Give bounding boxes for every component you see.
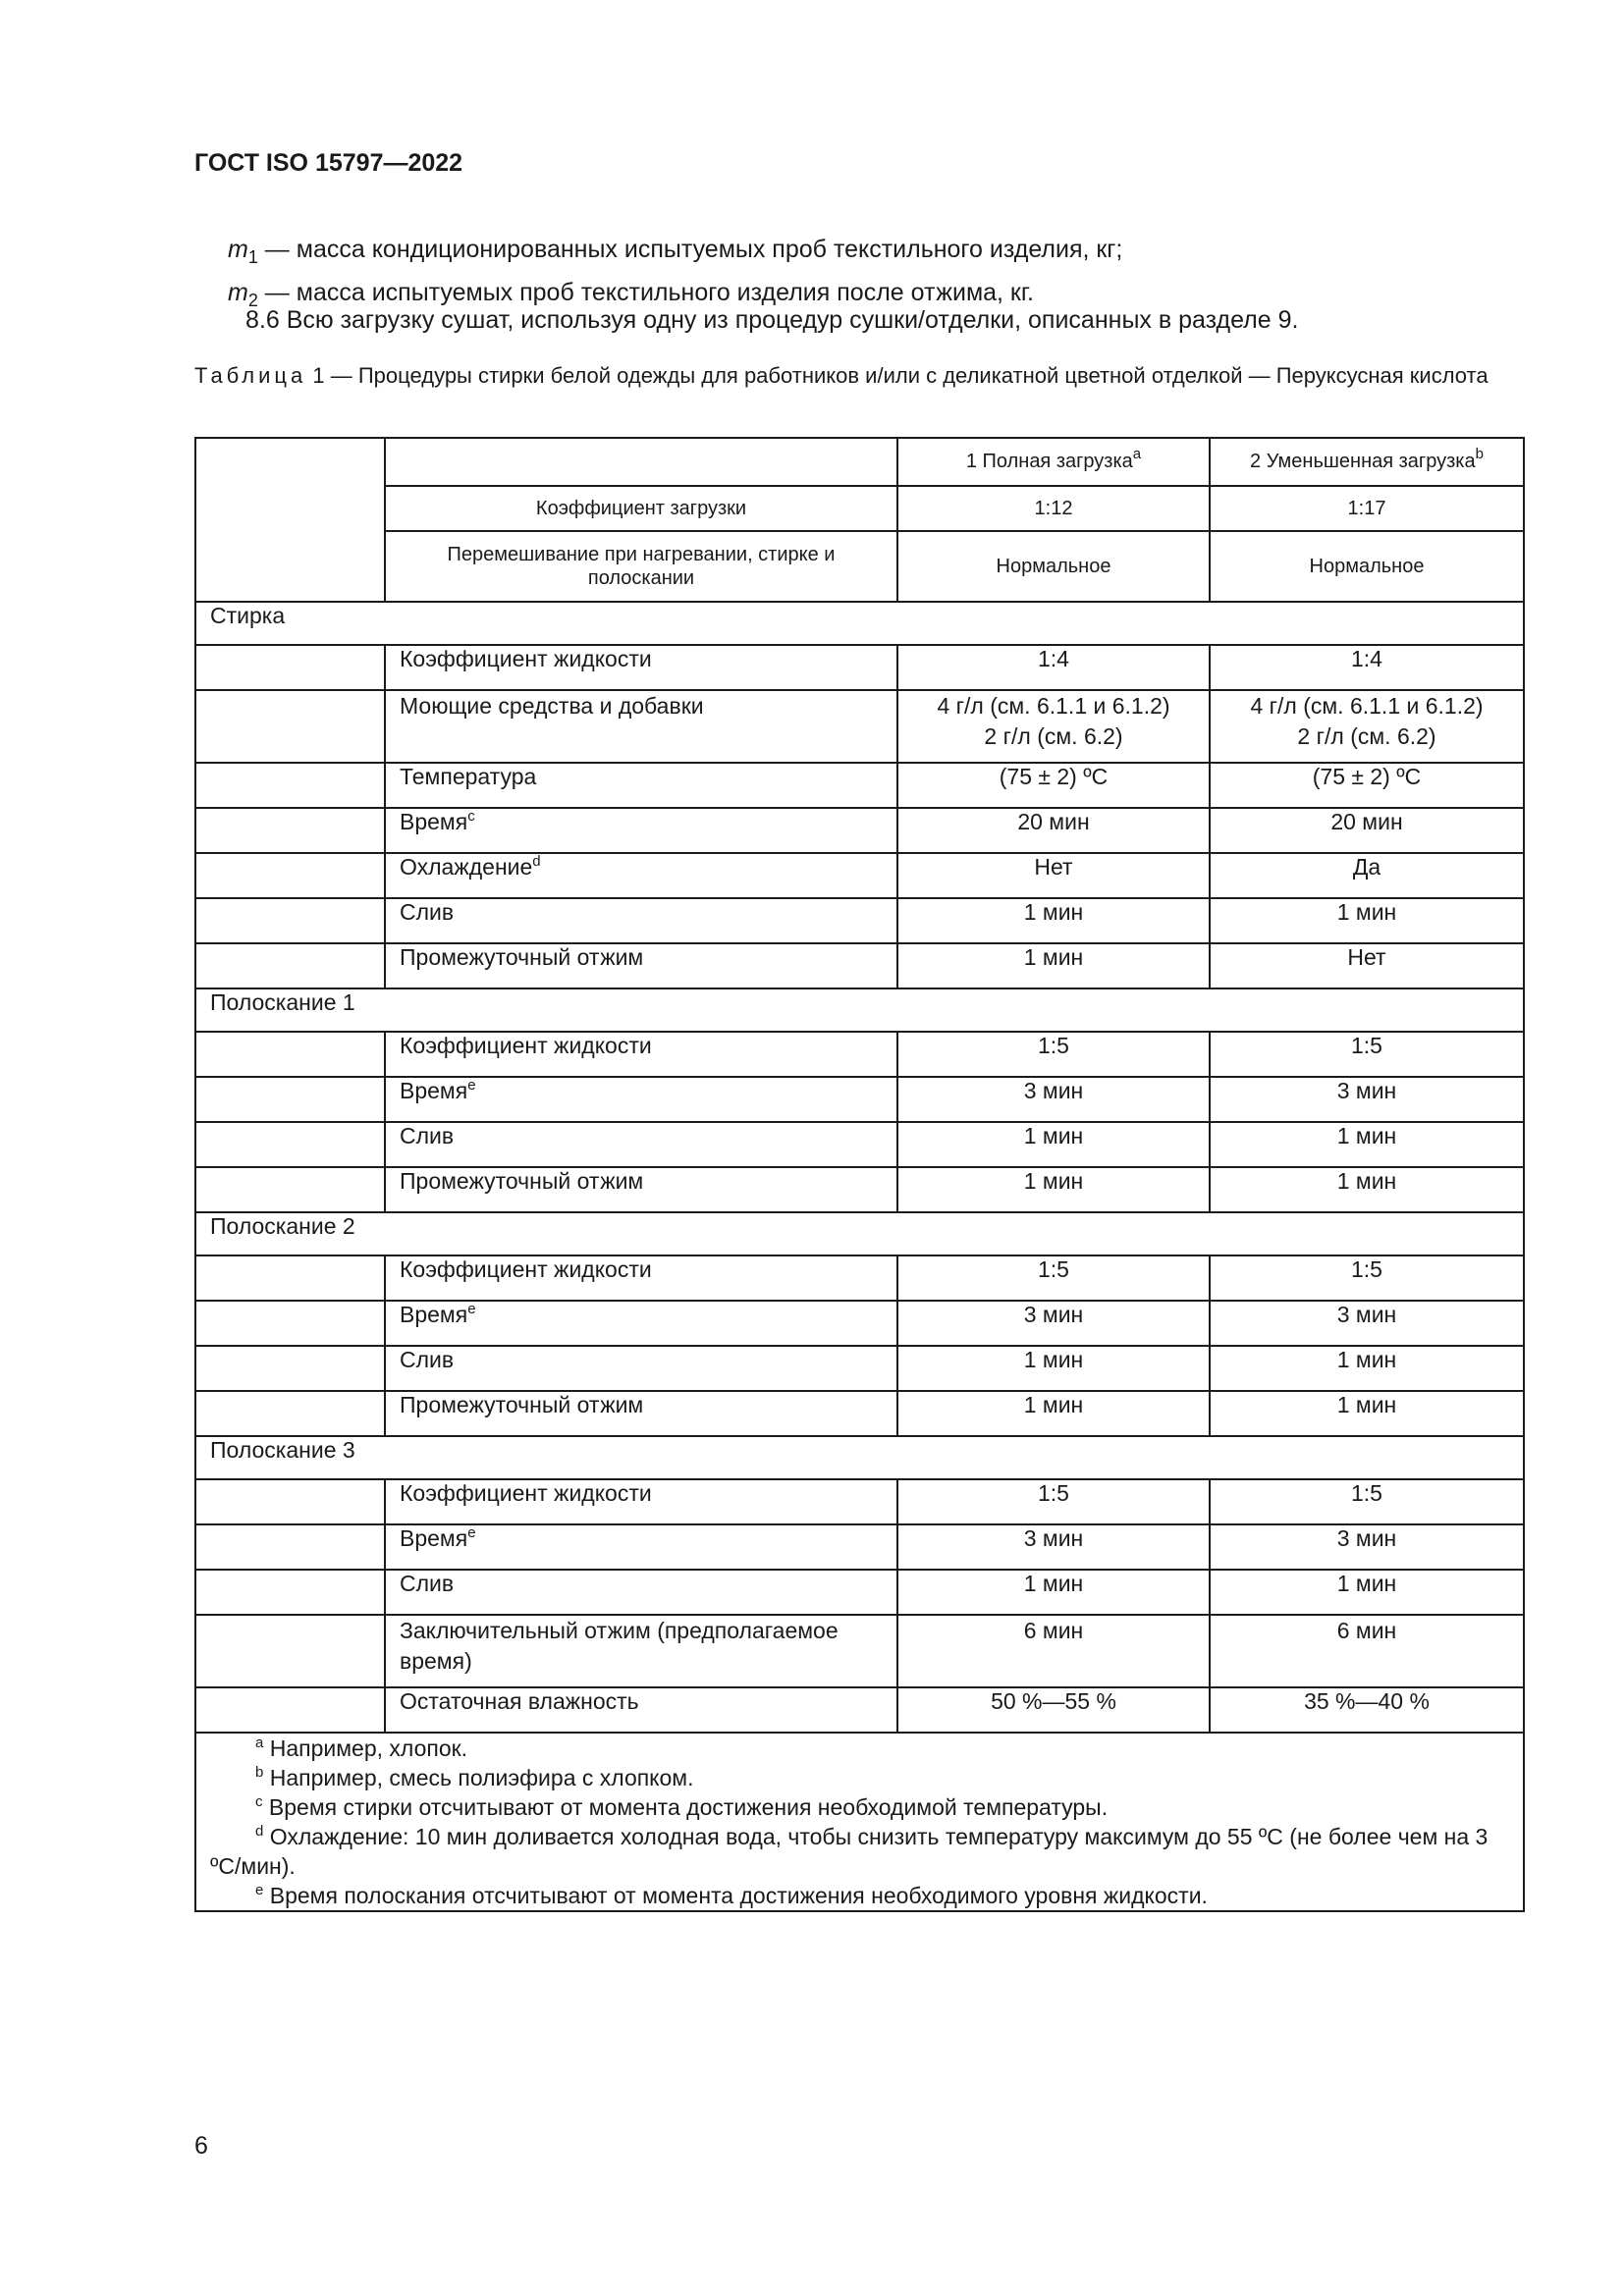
row-value-2: Нет [1210, 943, 1524, 988]
footnote-ref: a [1132, 446, 1142, 462]
row-label: Коэффициент жидкости [385, 1255, 897, 1301]
table-row [195, 808, 1524, 853]
row-value-2: 1 мин [1210, 1346, 1524, 1391]
row-blank-cell [195, 1301, 385, 1346]
footnote-ref: d [532, 853, 541, 870]
row-value-1: 1 мин [897, 1391, 1210, 1436]
row-label: Охлаждение$^d$ [385, 853, 897, 898]
paragraph-8-6: 8.6 Всю загрузку сушат, используя одну из процедур сушки/отделки, описанных в разделе 9. [245, 306, 1299, 334]
row-value-1: 1 мин [897, 1122, 1210, 1167]
column-header-2: 2 Уменьшенная загрузка$^b$ [1210, 438, 1524, 486]
row-value-1: 50 %—55 % [897, 1687, 1210, 1733]
row-label: Время$^e$ [385, 1077, 897, 1122]
row-label: Остаточная влажность [385, 1687, 897, 1733]
row-value-2: Да [1210, 853, 1524, 898]
row-label: Промежуточный отжим [385, 943, 897, 988]
table-row [195, 1570, 1524, 1615]
footnote-ref: b [1475, 446, 1484, 462]
row-value-2: 3 мин [1210, 1077, 1524, 1122]
row-value-1: 20 мин [897, 808, 1210, 853]
table-row [195, 853, 1524, 898]
footnote-a: $^a$ Например, хлопок. [255, 1735, 468, 1761]
row-blank-cell [195, 1346, 385, 1391]
load-ratio-value-1: 1:12 [897, 486, 1210, 531]
row-value-2: 4 г/л (см. 6.1.1 и 6.1.2) 2 г/л (см. 6.2) [1210, 690, 1524, 763]
row-label: Слив [385, 1346, 897, 1391]
load-ratio-label: Коэффициент загрузки [385, 486, 897, 531]
row-label: Время$^e$ [385, 1524, 897, 1570]
row-blank-cell [195, 763, 385, 808]
section-title: Полоскание 2 [195, 1212, 1524, 1255]
row-blank-cell [195, 1167, 385, 1212]
row-blank-cell [195, 1077, 385, 1122]
row-label: Заключительный отжим (предполагаемое время) [385, 1615, 897, 1687]
row-value-1: 1 мин [897, 943, 1210, 988]
row-label: Слив [385, 1570, 897, 1615]
table-row [195, 690, 1524, 763]
row-value-2: 1:5 [1210, 1032, 1524, 1077]
table-row [195, 1301, 1524, 1346]
row-label: Коэффициент жидкости [385, 645, 897, 690]
table-row [195, 1255, 1524, 1301]
row-value-2: 1:4 [1210, 645, 1524, 690]
row-value-2: 3 мин [1210, 1524, 1524, 1570]
row-blank-cell [195, 690, 385, 763]
row-value-2: 1 мин [1210, 1167, 1524, 1212]
table-row [195, 943, 1524, 988]
row-value-1: 4 г/л (см. 6.1.1 и 6.1.2) 2 г/л (см. 6.2) [897, 690, 1210, 763]
table-row [195, 1346, 1524, 1391]
variable-definitions [228, 232, 1122, 318]
table-row [195, 645, 1524, 690]
section-row [195, 1436, 1524, 1479]
row-value-1: Нет [897, 853, 1210, 898]
row-label: Моющие средства и добавки [385, 690, 897, 763]
row-label: Слив [385, 1122, 897, 1167]
header-row-load-ratio [195, 486, 1524, 531]
row-value-1: 3 мин [897, 1301, 1210, 1346]
row-value-1: 1:4 [897, 645, 1210, 690]
footnote-d: $^d$ Охлаждение: 10 мин доливается холодная вода, чтобы снизить температуру максимум до 55 ºC (не более чем на 3 ºC/мин). [210, 1823, 1489, 1879]
agitation-value-1: Нормальное [897, 531, 1210, 602]
row-value-2: 20 мин [1210, 808, 1524, 853]
table-row [195, 1479, 1524, 1524]
procedures-table [194, 437, 1525, 1912]
section-row [195, 988, 1524, 1032]
row-blank-cell [195, 1391, 385, 1436]
header-blank-cell [385, 438, 897, 486]
row-blank-cell [195, 898, 385, 943]
row-value-2: 1:5 [1210, 1479, 1524, 1524]
row-blank-cell [195, 1687, 385, 1733]
header-row-agitation [195, 531, 1524, 602]
row-blank-cell [195, 808, 385, 853]
table-row [195, 763, 1524, 808]
load-ratio-value-2: 1:17 [1210, 486, 1524, 531]
row-value-1: 1:5 [897, 1255, 1210, 1301]
footnotes-row [195, 1733, 1524, 1911]
section-title: Полоскание 1 [195, 988, 1524, 1032]
footnote-c: $^c$ Время стирки отсчитывают от момента достижения необходимой температуры. [255, 1793, 1109, 1820]
row-value-1: 1 мин [897, 1346, 1210, 1391]
row-blank-cell [195, 1570, 385, 1615]
footnote-e: $^e$ Время полоскания отсчитывают от момента достижения необходимого уровня жидкости. [255, 1882, 1208, 1908]
row-value-2: 1 мин [1210, 1391, 1524, 1436]
row-value-1: 6 мин [897, 1615, 1210, 1687]
row-blank-cell [195, 1615, 385, 1687]
table-row [195, 1032, 1524, 1077]
row-blank-cell [195, 1122, 385, 1167]
row-value-1: 1 мин [897, 1167, 1210, 1212]
row-label: Температура [385, 763, 897, 808]
agitation-value-2: Нормальное [1210, 531, 1524, 602]
row-label: Время$^c$ [385, 808, 897, 853]
row-blank-cell [195, 853, 385, 898]
row-value-2: 35 %—40 % [1210, 1687, 1524, 1733]
table-row [195, 1122, 1524, 1167]
table-row [195, 1167, 1524, 1212]
row-blank-cell [195, 1032, 385, 1077]
row-value-2: 6 мин [1210, 1615, 1524, 1687]
section-row [195, 602, 1524, 645]
table-caption: Таблица 1 — Процедуры стирки белой одежды для работников и/или с деликатной цветной отделкой — Перуксусная кислота [194, 363, 1489, 388]
row-value-1: 3 мин [897, 1077, 1210, 1122]
row-value-2: 1 мин [1210, 898, 1524, 943]
table-row [195, 1615, 1524, 1687]
table-row [195, 1687, 1524, 1733]
footnote-ref: c [467, 808, 475, 825]
row-value-1: 3 мин [897, 1524, 1210, 1570]
footnotes [195, 1733, 1524, 1911]
table-row [195, 1077, 1524, 1122]
row-value-2: 1 мин [1210, 1570, 1524, 1615]
row-value-1: 1 мин [897, 898, 1210, 943]
table-row [195, 898, 1524, 943]
row-blank-cell [195, 943, 385, 988]
row-blank-cell [195, 1524, 385, 1570]
section-title: Стирка [195, 602, 1524, 645]
row-blank-cell [195, 1255, 385, 1301]
agitation-label: Перемешивание при нагревании, стирке и полоскании [385, 531, 897, 602]
column-header-1: 1 Полная загрузка$^a$ [897, 438, 1210, 486]
table-row [195, 1524, 1524, 1570]
document-header: ГОСТ ISO 15797—2022 [194, 149, 463, 177]
variable-m2: $m_2$ — масса испытуемых проб текстильного изделия после отжима, кг. [228, 279, 1034, 310]
row-label: Слив [385, 898, 897, 943]
row-label: Промежуточный отжим [385, 1167, 897, 1212]
footnote-b: $^b$ Например, смесь полиэфира с хлопком. [255, 1764, 694, 1790]
row-value-1: 1:5 [897, 1032, 1210, 1077]
row-value-1: 1 мин [897, 1570, 1210, 1615]
header-row-columns [195, 438, 1524, 486]
row-value-2: 1 мин [1210, 1122, 1524, 1167]
table-row [195, 1391, 1524, 1436]
row-label: Коэффициент жидкости [385, 1032, 897, 1077]
row-label: Промежуточный отжим [385, 1391, 897, 1436]
corner-cell [195, 438, 385, 602]
variable-m1: $m_1$ — масса кондиционированных испытуемых проб текстильного изделия, кг; [228, 236, 1123, 267]
page-number: 6 [194, 2132, 208, 2160]
row-value-2: 3 мин [1210, 1301, 1524, 1346]
footnote-ref: e [467, 1301, 476, 1317]
row-value-2: 1:5 [1210, 1255, 1524, 1301]
row-value-1: 1:5 [897, 1479, 1210, 1524]
row-label: Коэффициент жидкости [385, 1479, 897, 1524]
row-blank-cell [195, 1479, 385, 1524]
row-label: Время$^e$ [385, 1301, 897, 1346]
section-row [195, 1212, 1524, 1255]
footnote-ref: e [467, 1524, 476, 1541]
row-value-2: (75 ± 2) ºC [1210, 763, 1524, 808]
row-blank-cell [195, 645, 385, 690]
footnote-ref: e [467, 1077, 476, 1094]
section-title: Полоскание 3 [195, 1436, 1524, 1479]
row-value-1: (75 ± 2) ºC [897, 763, 1210, 808]
